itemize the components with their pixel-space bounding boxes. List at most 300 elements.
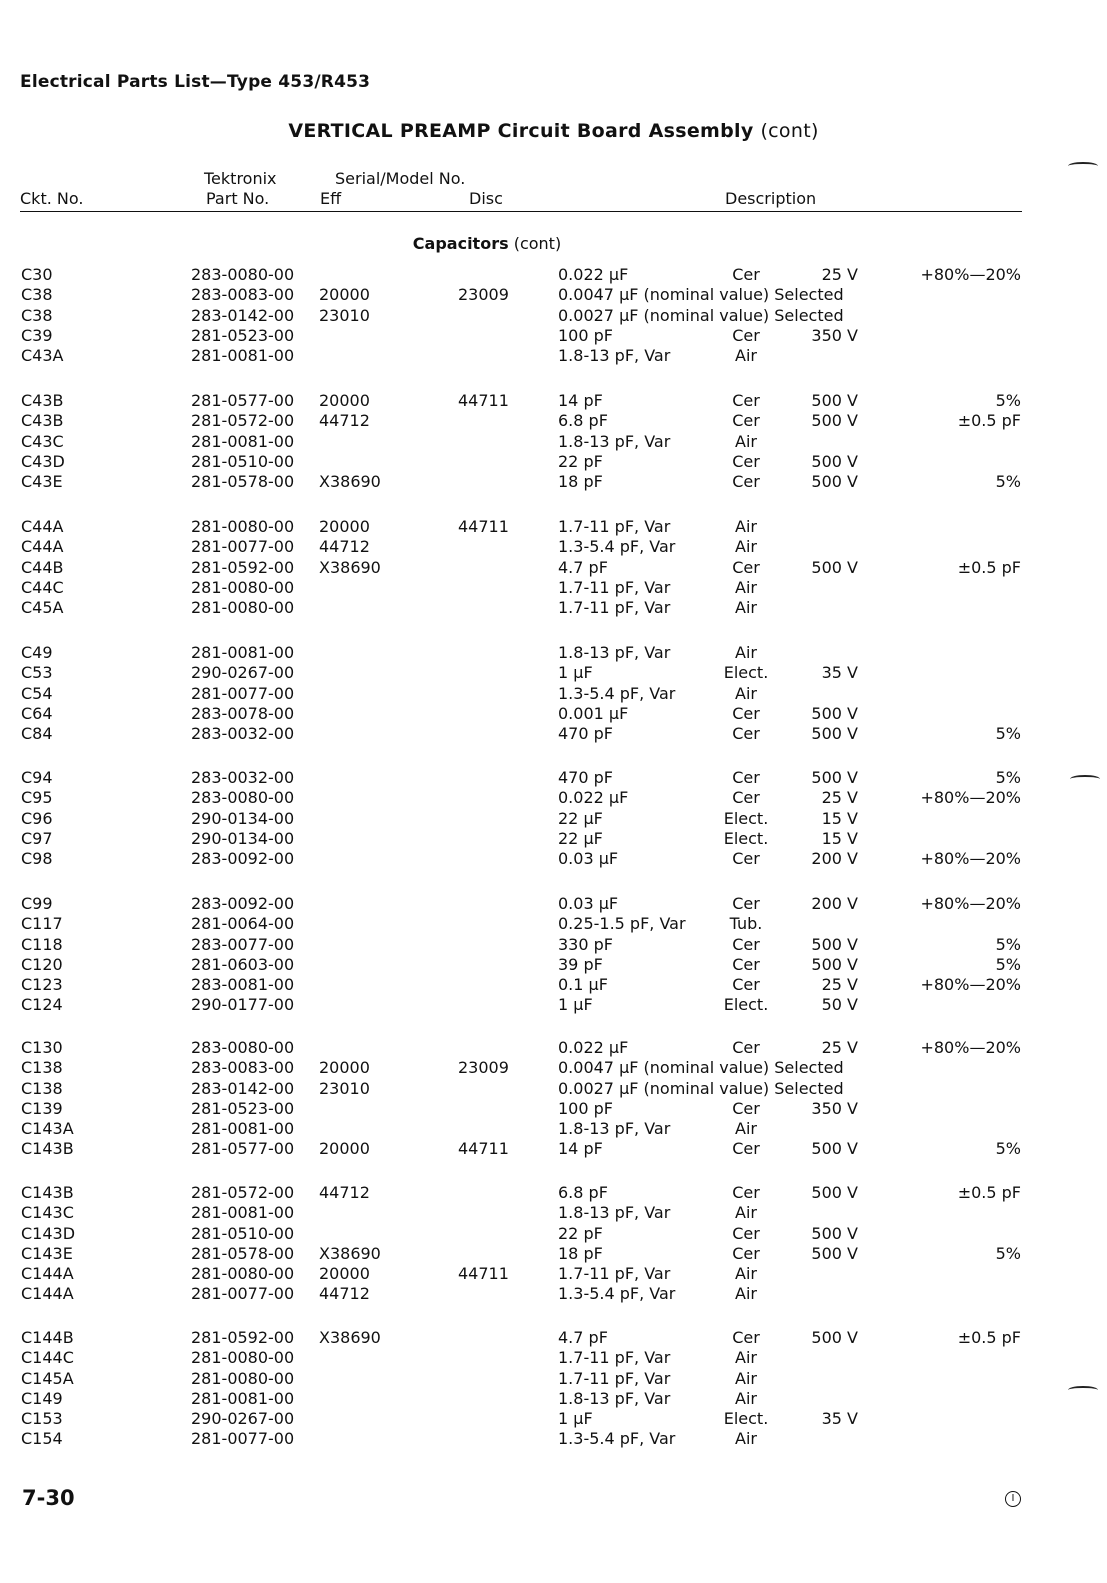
cell-desc: 100 pF: [558, 1098, 613, 1118]
cell-ckt: C43B: [21, 391, 64, 410]
cell-tol: 5%: [995, 1243, 1021, 1263]
cell-part: 281-0077-00: [191, 1429, 295, 1449]
table-row: [0, 724, 1107, 744]
cell-desc: 22 pF: [558, 451, 603, 471]
category-heading: [0, 234, 974, 253]
cell-part: 281-0577-00: [191, 1139, 295, 1159]
cell-type: Elect.: [723, 663, 769, 683]
table-row: [0, 1369, 1107, 1389]
cell-eff: 20000: [319, 1264, 370, 1283]
cell-type: Air: [735, 1368, 757, 1388]
table-row: [0, 914, 1107, 934]
cell-type: Air: [735, 1203, 757, 1223]
table-row: [0, 955, 1107, 975]
cell-eff: 44712: [319, 537, 370, 557]
cell-type: Cer: [732, 557, 760, 577]
cell-part: 290-0177-00: [191, 995, 295, 1015]
cell-desc: 0.25-1.5 pF, Var: [558, 914, 686, 934]
cell-ckt: C38: [21, 285, 53, 305]
cell-ckt: C124: [21, 995, 63, 1015]
cell-part: 283-0080-00: [191, 788, 295, 808]
cell-part: 283-0080-00: [191, 1038, 295, 1057]
cell-volt: 500 V: [811, 451, 858, 471]
category-suffix: (cont): [513, 234, 562, 253]
cell-disc: 23009: [458, 285, 509, 305]
cell-desc: 0.03 µF: [558, 849, 619, 868]
cell-ckt: C43C: [21, 431, 64, 451]
cell-type: Air: [735, 1284, 757, 1304]
cell-tol: ±0.5 pF: [957, 557, 1021, 577]
cell-tol: ±0.5 pF: [957, 1183, 1021, 1202]
cell-desc: 18 pF: [558, 472, 603, 491]
cell-part: 281-0080-00: [191, 598, 295, 617]
cell-desc: 6.8 pF: [558, 1183, 608, 1202]
cell-part: 283-0032-00: [191, 768, 295, 787]
cell-part: 281-0578-00: [191, 1243, 295, 1263]
cell-tol: 5%: [995, 472, 1021, 491]
section-title-text: VERTICAL PREAMP Circuit Board Assembly: [288, 120, 754, 142]
cell-eff: 44712: [319, 411, 370, 431]
cell-part: 290-0134-00: [191, 828, 295, 848]
cell-desc: 1 µF: [558, 995, 593, 1015]
cell-eff: 20000: [319, 391, 370, 410]
table-row: [0, 1099, 1107, 1119]
cell-part: 283-0081-00: [191, 975, 295, 994]
cell-type: Air: [735, 346, 757, 365]
edge-mark: [1068, 162, 1098, 170]
cell-ckt: C143B: [21, 1139, 74, 1159]
cell-ckt: C144A: [21, 1264, 74, 1283]
table-row: [0, 1224, 1107, 1244]
cell-eff: X38690: [319, 1243, 381, 1263]
cell-desc: 1.3-5.4 pF, Var: [558, 537, 676, 557]
cell-ckt: C99: [21, 894, 53, 913]
cell-ckt: C139: [21, 1098, 63, 1118]
cell-volt: 500 V: [811, 1223, 858, 1243]
table-row: [0, 1038, 1107, 1058]
cell-ckt: C38: [21, 305, 53, 325]
cell-desc: 1.7-11 pF, Var: [558, 577, 671, 597]
cell-ckt: C138: [21, 1058, 63, 1078]
cell-volt: 25 V: [821, 788, 858, 808]
cell-part: 281-0081-00: [191, 1203, 295, 1223]
cell-part: 281-0603-00: [191, 954, 295, 974]
table-row: [0, 1139, 1107, 1159]
cell-eff: X38690: [319, 472, 381, 491]
cell-type: Air: [735, 1264, 757, 1283]
cell-ckt: C143A: [21, 1119, 74, 1138]
cell-type: Cer: [732, 472, 760, 491]
table-row: [0, 1348, 1107, 1368]
cell-type: Cer: [732, 724, 760, 743]
cell-part: 281-0510-00: [191, 451, 295, 471]
cell-type: Cer: [732, 1223, 760, 1243]
cell-desc: 14 pF: [558, 391, 603, 410]
table-row: [0, 346, 1107, 366]
cell-ckt: C43D: [21, 451, 65, 471]
table-row: [0, 1203, 1107, 1223]
cell-volt: 350 V: [811, 1098, 858, 1118]
cell-ckt: C45A: [21, 598, 64, 617]
cell-desc: 22 pF: [558, 1223, 603, 1243]
cell-disc: 44711: [458, 517, 509, 536]
table-row: [0, 975, 1107, 995]
col-header-tektronix: Tektronix: [204, 169, 277, 188]
cell-tol: +80%—20%: [920, 894, 1021, 913]
cell-ckt: C95: [21, 788, 53, 808]
table-row: [0, 1119, 1107, 1139]
cell-part: 281-0523-00: [191, 325, 295, 345]
cell-type: Cer: [732, 451, 760, 471]
table-row: [0, 432, 1107, 452]
cell-part: 281-0572-00: [191, 1183, 295, 1202]
cell-volt: 25 V: [821, 1038, 858, 1057]
cell-ckt: C143B: [21, 1183, 74, 1202]
table-row: [0, 558, 1107, 578]
cell-desc: 1 µF: [558, 1409, 593, 1428]
cell-ckt: C143C: [21, 1203, 74, 1223]
cell-volt: 500 V: [811, 1328, 858, 1347]
cell-tol: 5%: [995, 768, 1021, 787]
cell-desc: 14 pF: [558, 1139, 603, 1159]
cell-ckt: C145A: [21, 1368, 74, 1388]
table-row: [0, 285, 1107, 305]
cell-part: 283-0083-00: [191, 285, 295, 305]
cell-ckt: C144C: [21, 1348, 74, 1368]
cell-type: Air: [735, 1119, 757, 1138]
cell-tol: +80%—20%: [920, 788, 1021, 808]
cell-type: Cer: [732, 265, 760, 284]
cell-ckt: C123: [21, 975, 63, 994]
cell-desc: 1.7-11 pF, Var: [558, 598, 671, 617]
cell-ckt: C94: [21, 768, 53, 787]
table-row: [0, 684, 1107, 704]
table-row: [0, 829, 1107, 849]
cell-part: 283-0083-00: [191, 1058, 295, 1078]
cell-tol: +80%—20%: [920, 1038, 1021, 1057]
category-name: Capacitors: [412, 234, 509, 253]
cell-desc: 1.8-13 pF, Var: [558, 1203, 671, 1223]
cell-type: Tub.: [729, 914, 763, 934]
cell-volt: 500 V: [811, 724, 858, 743]
table-row: [0, 452, 1107, 472]
cell-part: 283-0092-00: [191, 894, 295, 913]
table-row: [0, 1284, 1107, 1304]
cell-volt: 500 V: [811, 934, 858, 954]
cell-ckt: C44A: [21, 537, 64, 557]
cell-disc: 44711: [458, 1264, 509, 1283]
cell-disc: 44711: [458, 1139, 509, 1159]
cell-desc: 0.0047 µF (nominal value) Selected: [558, 285, 844, 305]
cell-tol: 5%: [995, 1139, 1021, 1159]
cell-part: 283-0080-00: [191, 265, 295, 284]
cell-ckt: C98: [21, 849, 53, 868]
cell-ckt: C84: [21, 724, 53, 743]
cell-part: 281-0081-00: [191, 1119, 295, 1138]
cell-type: Cer: [732, 894, 760, 913]
cell-type: Elect.: [723, 995, 769, 1015]
revision-symbol: I: [1005, 1491, 1021, 1507]
cell-part: 281-0578-00: [191, 472, 295, 491]
cell-desc: 1.8-13 pF, Var: [558, 1119, 671, 1138]
cell-desc: 470 pF: [558, 724, 613, 743]
cell-volt: 500 V: [811, 1139, 858, 1159]
cell-desc: 0.03 µF: [558, 894, 619, 913]
cell-eff: 20000: [319, 1139, 370, 1159]
table-row: [0, 809, 1107, 829]
cell-volt: 500 V: [811, 391, 858, 410]
cell-disc: 23009: [458, 1058, 509, 1078]
table-row: [0, 1429, 1107, 1449]
cell-part: 283-0032-00: [191, 724, 295, 743]
cell-volt: 500 V: [811, 472, 858, 491]
cell-tol: +80%—20%: [920, 975, 1021, 994]
table-row: [0, 894, 1107, 914]
cell-type: Cer: [732, 411, 760, 431]
cell-desc: 1.8-13 pF, Var: [558, 1388, 671, 1408]
cell-volt: 15 V: [821, 808, 858, 828]
cell-part: 281-0077-00: [191, 683, 295, 703]
page-number: 7-30: [22, 1486, 75, 1510]
cell-eff: X38690: [319, 1328, 381, 1347]
cell-type: Air: [735, 1388, 757, 1408]
col-header-description: Description: [725, 189, 817, 208]
cell-type: Cer: [732, 1183, 760, 1202]
cell-part: 283-0092-00: [191, 849, 295, 868]
table-row: [0, 1409, 1107, 1429]
cell-eff: 20000: [319, 285, 370, 305]
cell-type: Air: [735, 537, 757, 557]
edge-mark: [1068, 1386, 1098, 1394]
cell-part: 281-0081-00: [191, 1388, 295, 1408]
cell-volt: 35 V: [821, 1409, 858, 1428]
cell-eff: 23010: [319, 1078, 370, 1098]
table-row: [0, 1183, 1107, 1203]
cell-volt: 500 V: [811, 703, 858, 723]
cell-part: 283-0142-00: [191, 1078, 295, 1098]
cell-desc: 0.001 µF: [558, 703, 629, 723]
table-row: [0, 788, 1107, 808]
cell-ckt: C54: [21, 683, 53, 703]
cell-type: Air: [735, 1348, 757, 1368]
cell-tol: 5%: [995, 391, 1021, 410]
cell-type: Cer: [732, 788, 760, 808]
cell-part: 281-0077-00: [191, 537, 295, 557]
cell-volt: 500 V: [811, 954, 858, 974]
cell-volt: 500 V: [811, 1183, 858, 1202]
cell-desc: 4.7 pF: [558, 557, 608, 577]
cell-desc: 470 pF: [558, 768, 613, 787]
cell-type: Cer: [732, 768, 760, 787]
table-row: [0, 578, 1107, 598]
cell-eff: 44712: [319, 1183, 370, 1202]
cell-desc: 4.7 pF: [558, 1328, 608, 1347]
cell-volt: 350 V: [811, 325, 858, 345]
cell-part: 281-0572-00: [191, 411, 295, 431]
cell-type: Elect.: [723, 1409, 769, 1428]
cell-part: 290-0267-00: [191, 663, 295, 683]
cell-disc: 44711: [458, 391, 509, 410]
cell-volt: 25 V: [821, 975, 858, 994]
header-rule: [20, 211, 1022, 212]
cell-type: Air: [735, 517, 757, 536]
cell-eff: 44712: [319, 1284, 370, 1304]
cell-part: 281-0592-00: [191, 1328, 295, 1347]
cell-desc: 1.8-13 pF, Var: [558, 431, 671, 451]
cell-volt: 25 V: [821, 265, 858, 284]
cell-eff: 20000: [319, 1058, 370, 1078]
cell-desc: 0.022 µF: [558, 788, 629, 808]
cell-desc: 1 µF: [558, 663, 593, 683]
table-row: [0, 1058, 1107, 1078]
cell-ckt: C64: [21, 703, 53, 723]
cell-ckt: C120: [21, 954, 63, 974]
cell-part: 281-0077-00: [191, 1284, 295, 1304]
cell-desc: 1.7-11 pF, Var: [558, 1348, 671, 1368]
cell-volt: 500 V: [811, 411, 858, 431]
cell-type: Cer: [732, 325, 760, 345]
table-row: [0, 537, 1107, 557]
table-row: [0, 598, 1107, 618]
cell-type: Air: [735, 1429, 757, 1449]
cell-type: Cer: [732, 1038, 760, 1057]
cell-part: 281-0064-00: [191, 914, 295, 934]
cell-volt: 500 V: [811, 557, 858, 577]
cell-desc: 1.7-11 pF, Var: [558, 517, 671, 536]
col-header-serial-model: Serial/Model No.: [335, 169, 466, 188]
cell-desc: 1.8-13 pF, Var: [558, 643, 671, 662]
table-row: [0, 1244, 1107, 1264]
cell-ckt: C149: [21, 1388, 63, 1408]
cell-eff: 23010: [319, 305, 370, 325]
cell-tol: 5%: [995, 954, 1021, 974]
cell-part: 281-0080-00: [191, 1264, 295, 1283]
cell-ckt: C43A: [21, 346, 64, 365]
cell-tol: 5%: [995, 724, 1021, 743]
cell-volt: 200 V: [811, 849, 858, 868]
cell-type: Elect.: [723, 808, 769, 828]
table-row: [0, 391, 1107, 411]
cell-part: 281-0080-00: [191, 577, 295, 597]
cell-ckt: C39: [21, 325, 53, 345]
cell-part: 281-0577-00: [191, 391, 295, 410]
cell-ckt: C43B: [21, 411, 64, 431]
table-row: [0, 704, 1107, 724]
cell-part: 283-0142-00: [191, 305, 295, 325]
cell-desc: 22 µF: [558, 808, 603, 828]
cell-desc: 6.8 pF: [558, 411, 608, 431]
cell-type: Cer: [732, 1243, 760, 1263]
cell-ckt: C49: [21, 643, 53, 662]
cell-type: Cer: [732, 1328, 760, 1347]
cell-desc: 100 pF: [558, 325, 613, 345]
cell-desc: 22 µF: [558, 828, 603, 848]
cell-part: 281-0523-00: [191, 1098, 295, 1118]
cell-part: 281-0080-00: [191, 1348, 295, 1368]
cell-part: 281-0081-00: [191, 431, 295, 451]
edge-mark: [1070, 775, 1100, 783]
cell-ckt: C97: [21, 828, 53, 848]
cell-tol: ±0.5 pF: [957, 1328, 1021, 1347]
cell-type: Cer: [732, 849, 760, 868]
cell-type: Cer: [732, 954, 760, 974]
cell-eff: X38690: [319, 557, 381, 577]
cell-part: 283-0077-00: [191, 934, 295, 954]
cell-volt: 200 V: [811, 894, 858, 913]
cell-type: Air: [735, 577, 757, 597]
cell-ckt: C30: [21, 265, 53, 284]
cell-ckt: C96: [21, 808, 53, 828]
table-row: [0, 935, 1107, 955]
table-row: [0, 306, 1107, 326]
cell-desc: 0.022 µF: [558, 1038, 629, 1057]
cell-desc: 330 pF: [558, 934, 613, 954]
table-row: [0, 995, 1107, 1015]
cell-part: 281-0592-00: [191, 557, 295, 577]
cell-tol: +80%—20%: [920, 849, 1021, 868]
cell-desc: 1.3-5.4 pF, Var: [558, 1284, 676, 1304]
table-row: [0, 411, 1107, 431]
cell-ckt: C144B: [21, 1328, 74, 1347]
cell-ckt: C154: [21, 1429, 63, 1449]
col-header-disc: Disc: [469, 189, 503, 208]
table-row: [0, 326, 1107, 346]
cell-desc: 0.022 µF: [558, 265, 629, 284]
cell-desc: 1.3-5.4 pF, Var: [558, 1429, 676, 1449]
section-title: [0, 120, 1107, 142]
cell-type: Cer: [732, 703, 760, 723]
cell-type: Cer: [732, 975, 760, 994]
cell-volt: 500 V: [811, 768, 858, 787]
col-header-eff: Eff: [320, 189, 342, 208]
cell-desc: 18 pF: [558, 1243, 603, 1263]
table-row: [0, 663, 1107, 683]
cell-part: 281-0081-00: [191, 346, 295, 365]
cell-desc: 0.0047 µF (nominal value) Selected: [558, 1058, 844, 1078]
cell-tol: 5%: [995, 934, 1021, 954]
section-title-suffix: (cont): [760, 120, 819, 142]
cell-type: Air: [735, 643, 757, 662]
table-row: [0, 472, 1107, 492]
cell-desc: 39 pF: [558, 954, 603, 974]
col-header-ckt-no: Ckt. No.: [20, 189, 84, 208]
table-row: [0, 1328, 1107, 1348]
cell-part: 290-0267-00: [191, 1409, 295, 1428]
cell-ckt: C138: [21, 1078, 63, 1098]
cell-ckt: C53: [21, 663, 53, 683]
table-row: [0, 517, 1107, 537]
cell-type: Air: [735, 431, 757, 451]
cell-ckt: C44C: [21, 577, 64, 597]
cell-desc: 0.1 µF: [558, 975, 608, 994]
cell-ckt: C143E: [21, 1243, 73, 1263]
cell-ckt: C118: [21, 934, 63, 954]
page-header: Electrical Parts List—Type 453/R453: [20, 72, 371, 92]
cell-type: Cer: [732, 934, 760, 954]
cell-part: 283-0078-00: [191, 703, 295, 723]
cell-ckt: C43E: [21, 472, 63, 491]
cell-volt: 500 V: [811, 1243, 858, 1263]
cell-ckt: C144A: [21, 1284, 74, 1304]
cell-volt: 50 V: [821, 995, 858, 1015]
cell-part: 281-0081-00: [191, 643, 295, 662]
cell-ckt: C44B: [21, 557, 64, 577]
cell-ckt: C44A: [21, 517, 64, 536]
cell-part: 290-0134-00: [191, 808, 295, 828]
cell-type: Cer: [732, 391, 760, 410]
cell-ckt: C117: [21, 914, 63, 934]
cell-tol: ±0.5 pF: [957, 411, 1021, 431]
